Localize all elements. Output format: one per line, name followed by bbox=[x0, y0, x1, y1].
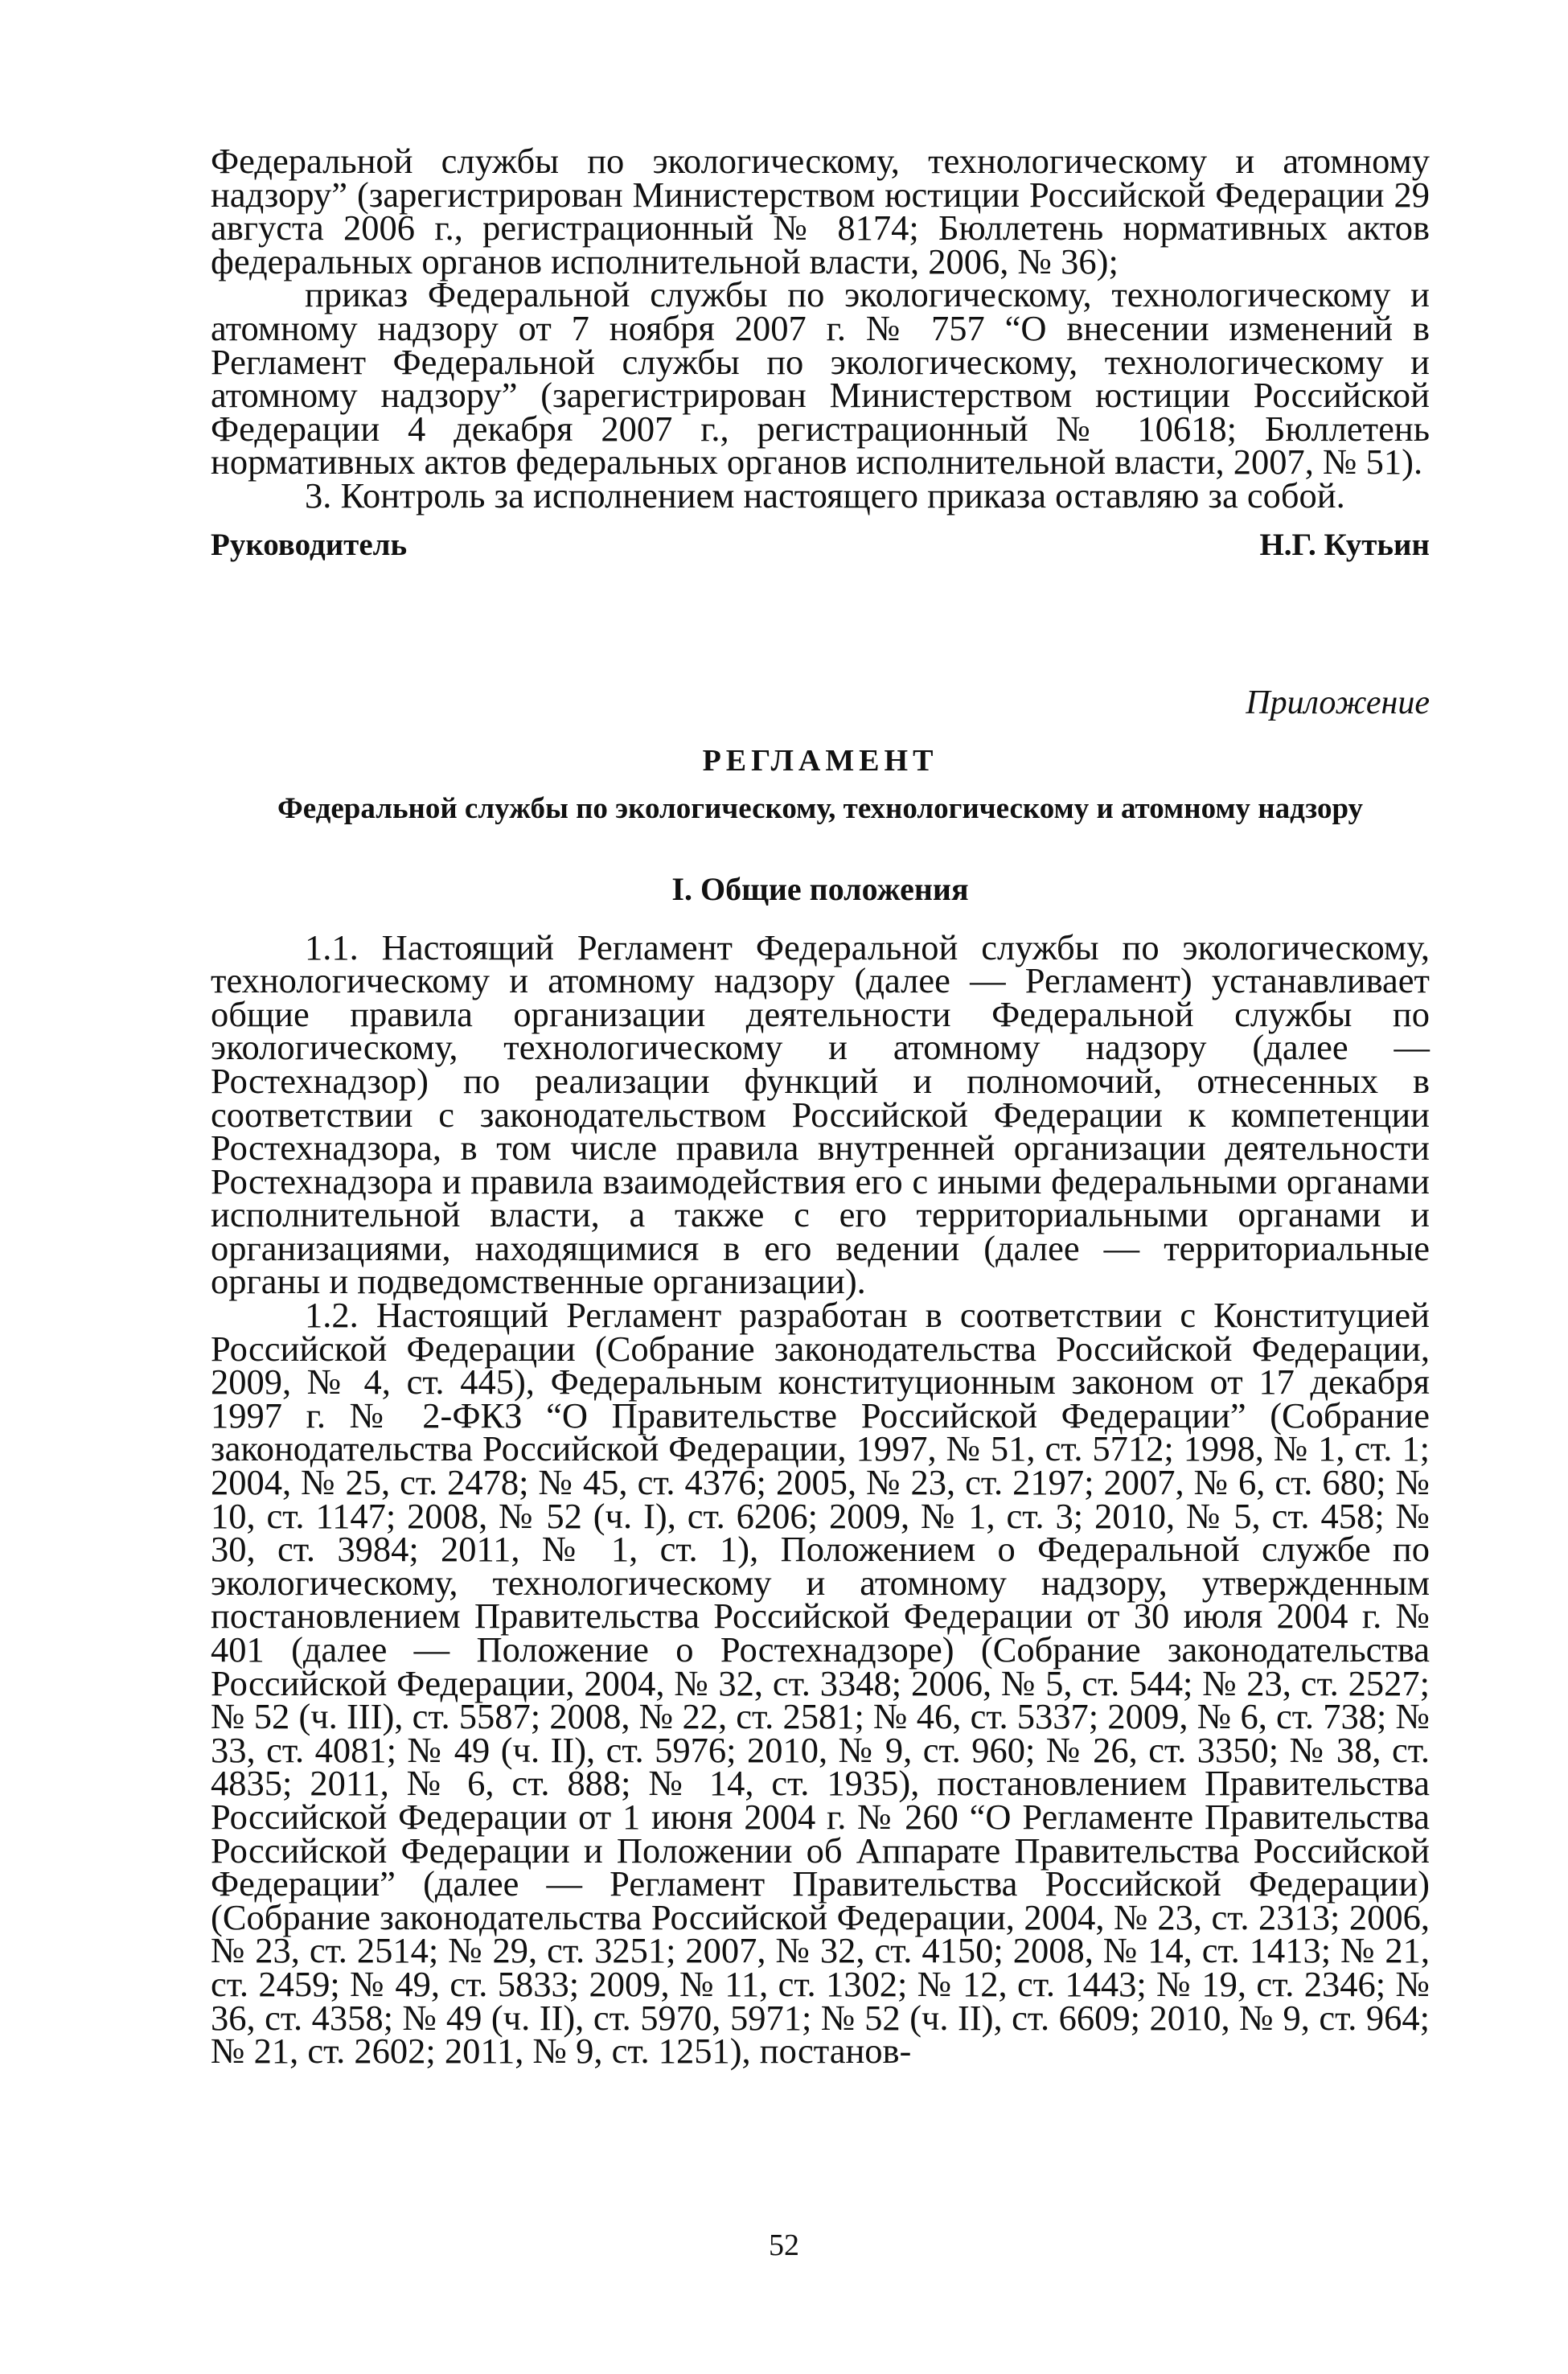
appendix-label: Приложение bbox=[1246, 684, 1430, 721]
signature-name: Н.Г. Кутьин bbox=[1259, 527, 1430, 562]
intro-paragraph-3: 3. Контроль за исполнением настоящего приказа оставляю за собой. bbox=[305, 474, 1345, 515]
page-number: 52 bbox=[769, 2228, 799, 2262]
clause-1-1: 1.1. Настоящий Регламент Федеральной службы по экологическому, технологическому и атомному надзору (далее — Регламент) устанавливает общие правила организации деятельности Федеральной службы по экологическому, технологическому и атомному надзору (далее — Ростехнадзор) по реализации функций и полномочий, отнесенных в соответствии с законодательством Российской Федерации к компетенции Ростехнадзора, в том числе правила внутренней организации деятельности Ростехнадзора и правила взаимодействия его с иными федеральными органами исполнительной власти, а также с его территориальными органами и организациями, находящимися в его ведении (далее — территориальные органы и подведомственные организации). bbox=[211, 926, 1430, 1302]
clause-1-2: 1.2. Настоящий Регламент разработан в соответствии с Конституцией Российской Федерации (Собрание законодательства Российской Федерации, 2009, № 4, ст. 445), Федеральным конституционным законом от 17 декабря 1997 г. № 2-ФКЗ “О Правительстве Российской Федерации” (Собрание законодательства Российской Федерации, 1997, № 51, ст. 5712; 1998, № 1, ст. 1; 2004, № 25, ст. 2478; № 45, ст. 4376; 2005, № 23, ст. 2197; 2007, № 6, ст. 680; № 10, ст. 1147; 2008, № 52 (ч. I), ст. 6206; 2009, № 1, ст. 3; 2010, № 5, ст. 458; № 30, ст. 3984; 2011, № 1, ст. 1), Положением о Федеральной службе по экологическому, технологическому и атомному надзору, утвержденным постановлением Правительства Российской Федерации от 30 июля 2004 г. № 401 (далее — Положение о Ростехнадзоре) (Собрание законодательства Российской Федерации, 2004, № 32, ст. 3348; 2006, № 5, ст. 544; № 23, ст. 2527; № 52 (ч. III), ст. 5587; 2008, № 22, ст. 2581; № 46, ст. 5337; 2009, № 6, ст. 738; № 33, ст. 4081; № 49 (ч. II), ст. 5976; 2010, № 9, ст. 960; № 26, ст. 3350; № 38, ст. 4835; 2011, № 6, ст. 888; № 14, ст. 1935), постановлением Правительства Российской Федерации от 1 июня 2004 г. № 260 “О Регламенте Правительства Российской Федерации и Положении об Аппарате Правительства Российской Федерации” (далее — Регламент Правительства Российской Федерации) (Собрание законодательства Российской Федерации, 2004, № 23, ст. 2313; 2006, № 23, ст. 2514; № 29, ст. 3251; 2007, № 32, ст. 4150; 2008, № 14, ст. 1413; № 21, ст. 2459; № 49, ст. 5833; 2009, № 11, ст. 1302; № 12, ст. 1443; № 19, ст. 2346; № 36, ст. 4358; № 49 (ч. II), ст. 5970, 5971; № 52 (ч. II), ст. 6609; 2010, № 9, ст. 964; № 21, ст. 2602; 2011, № 9, ст. 1251), постанов- bbox=[211, 1295, 1430, 2072]
signature-block bbox=[211, 528, 1430, 563]
signature-position: Руководитель bbox=[211, 527, 408, 562]
section-title: I. Общие положения bbox=[671, 870, 969, 907]
document-page bbox=[211, 141, 1430, 2072]
regulation-title: РЕГЛАМЕНТ bbox=[702, 743, 938, 778]
intro-paragraph-2: приказ Федеральной службы по экологическому, технологическому и атомному надзору от 7 ноября 2007 г. № 757 “О внесении изменений в Регламент Федеральной службы по экологическому, технологическому и атомному надзору” (зарегистрирован Министерством юстиции Российской Федерации 4 декабря 2007 г., регистрационный № 10618; Бюллетень нормативных актов федеральных органов исполнительной власти, 2007, № 51). bbox=[211, 274, 1430, 483]
intro-paragraph-1: Федеральной службы по экологическому, технологическому и атомному надзору” (зарегистрирован Министерством юстиции Российской Федерации 29 августа 2006 г., регистрационный № 8174; Бюллетень нормативных актов федеральных органов исполнительной власти, 2006, № 36); bbox=[211, 141, 1430, 281]
regulation-subtitle: Федеральной службы по экологическому, технологическому и атомному надзору bbox=[277, 791, 1364, 825]
